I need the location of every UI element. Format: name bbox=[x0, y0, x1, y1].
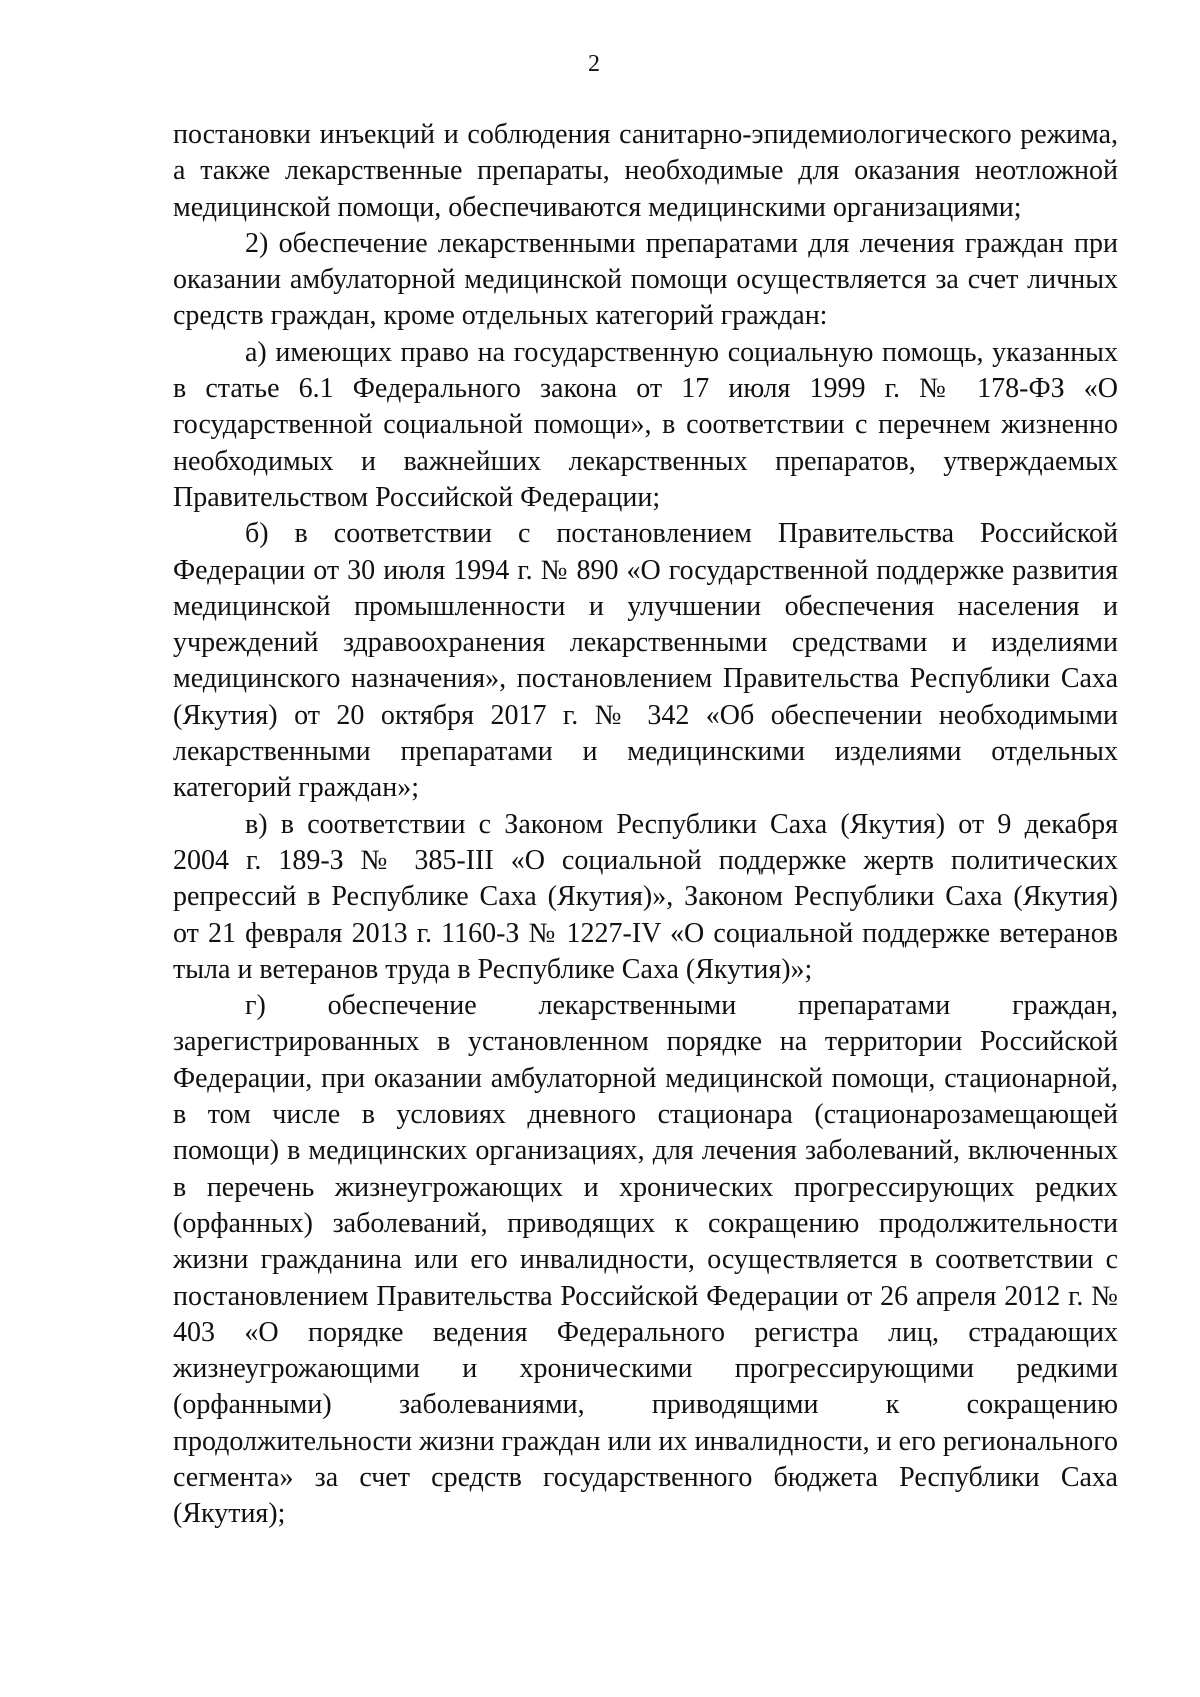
paragraph-item-2: 2) обеспечение лекарственными препаратами для лечения граждан при оказании амбулаторной медицинской помощи осуществляется за счет личных средств граждан, кроме отдельных категорий граждан: bbox=[173, 227, 1118, 332]
document-body bbox=[173, 117, 1118, 1533]
paragraph-subitem-v: в) в соответствии с Законом Республики Саха (Якутия) от 9 декабря 2004 г. 189-З № 385-III «О социальной поддержке жертв политических репрессий в Республике Саха (Якутия)», Законом Республики Саха (Якутия) от 21 февраля 2013 г. 1160-З № 1227-IV «О социальной поддержке ветеранов тыла и ветеранов труда в Республике Саха (Якутия)»; bbox=[173, 808, 1118, 985]
paragraph-subitem-g: г) обеспечение лекарственными препаратами граждан, зарегистрированных в установленном порядке на территории Российской Федерации, при оказании амбулаторной медицинской помощи, стационарной, в том числе в условиях дневного стационара (стационарозамещающей помощи) в медицинских организациях, для лечения заболеваний, включенных в перечень жизнеугрожающих и хронических прогрессирующих редких (орфанных) заболеваний, приводящих к сокращению продолжительности жизни гражданина или его инвалидности, осуществляется в соответствии с постановлением Правительства Российской Федерации от 26 апреля 2012 г. № 403 «О порядке ведения Федерального регистра лиц, страдающих жизнеугрожающими и хроническими прогрессирующими редкими (орфанными) заболеваниями, приводящими к сокращению продолжительности жизни граждан или их инвалидности, и его регионального сегмента» за счет средств государственного бюджета Республики Саха (Якутия); bbox=[173, 990, 1118, 1530]
paragraph-subitem-a: а) имеющих право на государственную социальную помощь, указанных в статье 6.1 Федерального закона от 17 июля 1999 г. № 178-ФЗ «О государственной социальной помощи», в соответствии с перечнем жизненно необходимых и важнейших лекарственных препаратов, утверждаемых Правительством Российской Федерации; bbox=[173, 336, 1118, 513]
paragraph-subitem-b: б) в соответствии с постановлением Правительства Российской Федерации от 30 июля 1994 г. № 890 «О государственной поддержке развития медицинской промышленности и улучшении обеспечения населения и учреждений здравоохранения лекарственными средствами и изделиями медицинского назначения», постановлением Правительства Республики Саха (Якутия) от 20 октября 2017 г. № 342 «Об обеспечении необходимыми лекарственными препаратами и медицинскими изделиями отдельных категорий граждан»; bbox=[173, 518, 1118, 804]
page-number: 2 bbox=[588, 51, 600, 77]
paragraph-continuation: постановки инъекций и соблюдения санитарно-эпидемиологического режима, а также лекарственные препараты, необходимые для оказания неотложной медицинской помощи, обеспечиваются медицинскими организациями; bbox=[173, 119, 1118, 223]
